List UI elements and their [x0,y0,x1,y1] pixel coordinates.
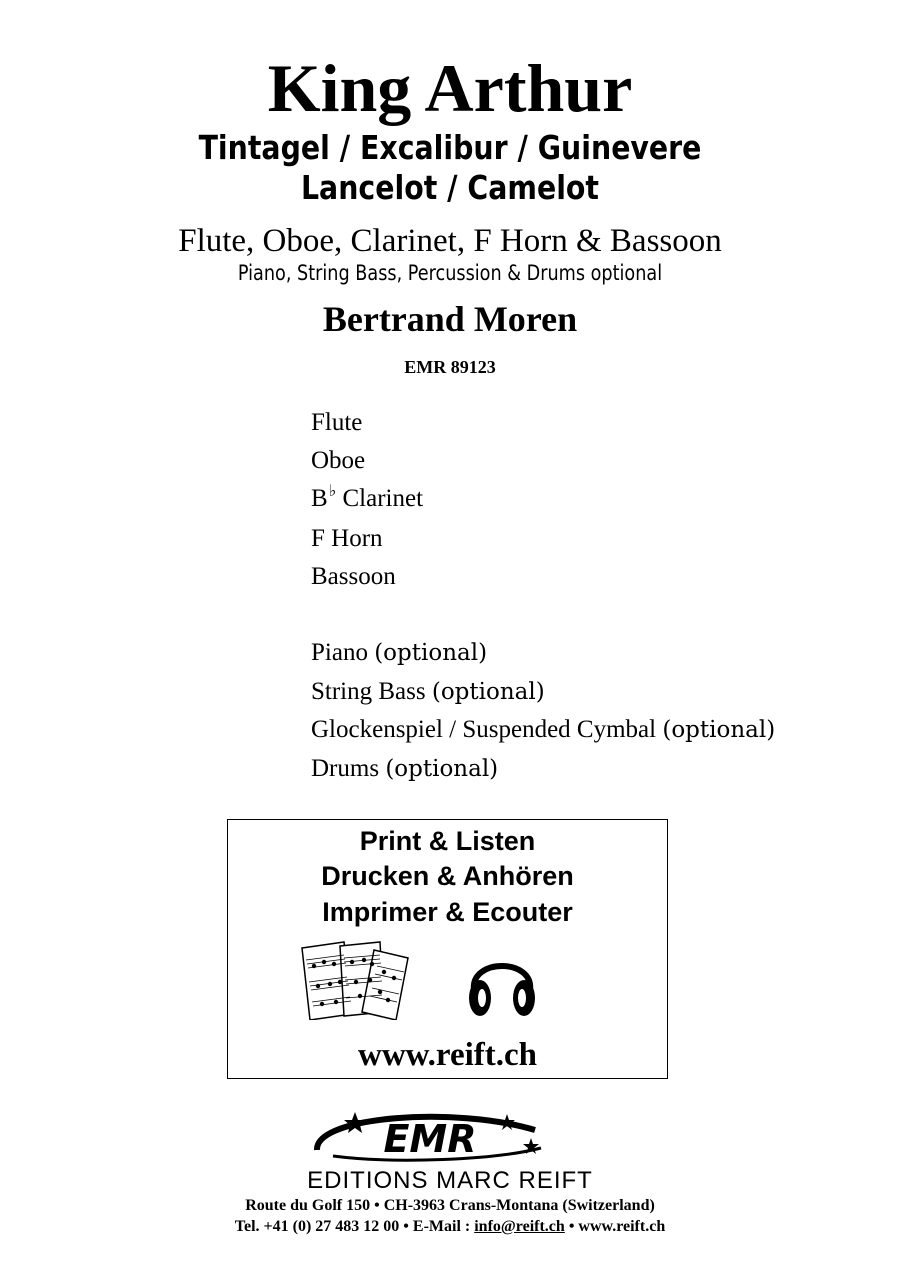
email-link[interactable]: info@reift.ch [474,1218,565,1235]
movement-titles-line1: Tintagel / Excalibur / Guinevere [198,128,702,167]
catalog-number: EMR 89123 [404,357,496,377]
logo-text: EMR [383,1117,477,1161]
promo-line-en: Print & Listen [359,826,536,856]
clarinet-label: Clarinet [342,484,424,512]
emr-logo [305,1108,555,1168]
score-title: King Arthur [267,50,633,126]
part-string-bass [311,673,775,712]
part-horn: F Horn [311,525,383,553]
part-flute: Flute [311,409,363,436]
promo-line-de: Drucken & Anhören [321,861,574,891]
optional-tag: (optional) [662,717,776,744]
publisher-name: EDITIONS MARC REIFT [307,1167,593,1194]
promo-line-fr: Imprimer & Ecouter [322,897,573,927]
clarinet-key: B [311,484,328,512]
part-percussion-label: Glockenspiel / Suspended Cymbal [311,716,657,744]
sheet-music-icon [300,940,412,1020]
publisher-address: Route du Golf 150 • CH-3963 Crans-Montana (Switzerland) [245,1197,655,1214]
publisher-contact [0,1217,900,1237]
optional-tag: (optional) [374,639,488,666]
optional-tag: (optional) [431,678,545,705]
instrumentation: Flute, Oboe, Clarinet, F Horn & Bassoon [178,223,722,259]
part-piano [311,634,775,673]
print-listen-box [227,819,668,1079]
part-piano-label: Piano [311,638,368,666]
website-link[interactable]: • www.reift.ch [564,1218,666,1235]
part-clarinet [311,480,775,521]
part-drums-label: Drums [311,755,380,783]
part-oboe: Oboe [311,446,366,474]
part-drums [311,750,775,789]
movement-titles-line2: Lancelot / Camelot [300,168,600,207]
optional-instruments: Piano, String Bass, Percussion & Drums optional [237,261,663,285]
part-percussion [311,711,775,750]
composer-name: Bertrand Moren [322,299,578,339]
headphones-icon [466,944,538,1020]
promo-url[interactable]: www.reift.ch [357,1037,538,1073]
part-string-bass-label: String Bass [311,677,426,705]
flat-symbol: ♭ [328,482,337,500]
part-bassoon: Bassoon [311,563,396,591]
optional-tag: (optional) [385,756,499,783]
parts-list [311,404,775,789]
phone-label: Tel. +41 (0) 27 483 12 00 • E-Mail : [234,1218,475,1235]
